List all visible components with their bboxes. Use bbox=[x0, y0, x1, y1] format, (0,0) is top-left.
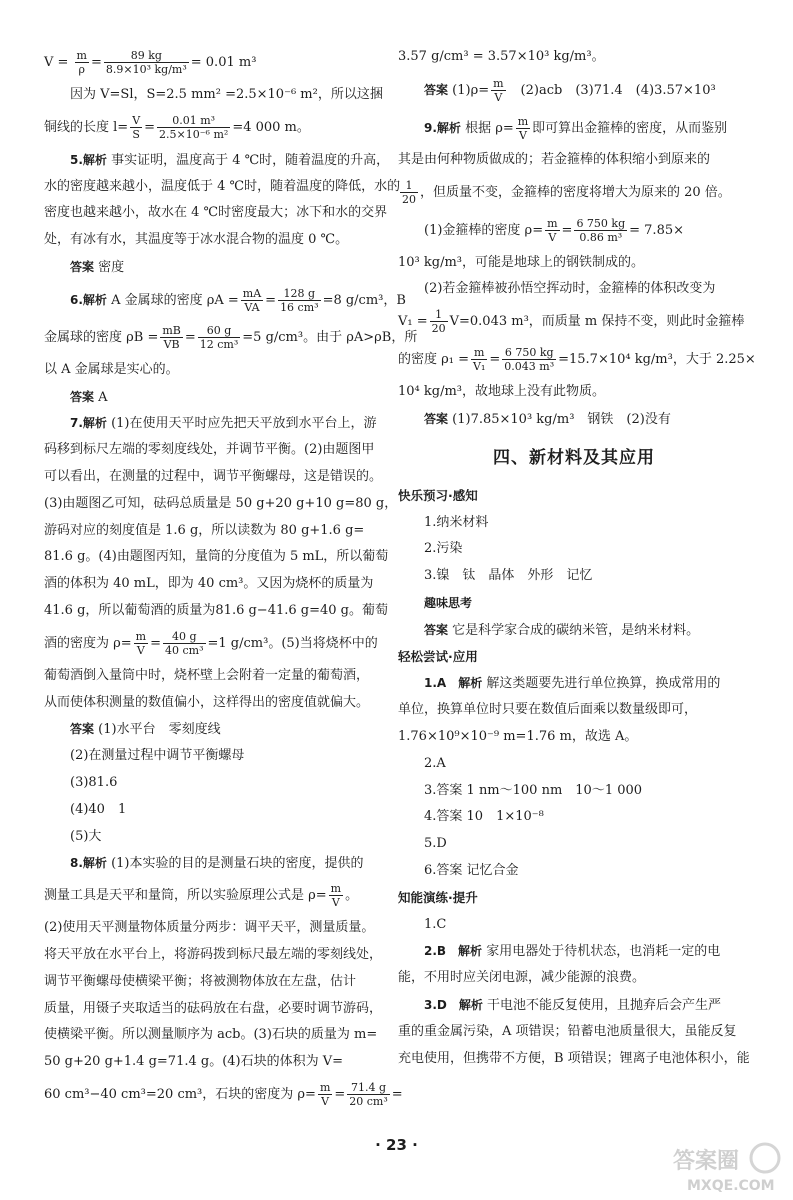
list-item: 1.C bbox=[424, 916, 447, 932]
text-line: 质量，用镊子夹取适当的砝码放在右盘，必要时调节游码， bbox=[44, 1000, 383, 1016]
text-line: 游码对应的刻度值是 1.6 g，所以读数为 80 g+1.6 g= bbox=[44, 522, 365, 538]
list-item: 2.A bbox=[424, 755, 446, 771]
answer-line: (5)大 bbox=[70, 828, 102, 844]
text-line: 1.76×10⁹×10⁻⁹ m=1.76 m，故选 A。 bbox=[398, 728, 638, 744]
formula-line: 金属球的密度 ρB = $\frac{mB}{VB}$ = $\frac{60 g}{\text{12 cm³}}$ =5 g/cm³。由于 ρA>ρB，所 bbox=[44, 323, 418, 351]
watermark-url: MXQE.COM bbox=[687, 1178, 775, 1194]
formula-line: V = $\frac{m}{\rho}$ = $\frac{89 kg}{\text{8.9×10³ kg/m³}}$ = 0.01 m³ bbox=[44, 49, 257, 76]
text-line: 单位，换算单位时只要在数值后面乘以数量级即可， bbox=[398, 702, 698, 718]
text-line: 5.解析 事实证明，温度高于 4 ℃时，随着温度的升高， bbox=[70, 152, 390, 168]
formula-line: 9.解析 根据 ρ= $\frac{m}{V}$ 即可算出金箍棒的密度，从而鉴别 bbox=[424, 114, 728, 142]
formula-line: 的密度 ρ₁ = $\frac{m}{\text{V₁}}$ = $\frac{6 750 kg}{\text{0.043 m³}}$ =15.7×10⁴ kg/m³，大于 2.25× bbox=[398, 346, 756, 374]
list-item: 1.A 解析 解这类题要先进行单位换算，换成常用的 bbox=[424, 676, 721, 692]
answer-line: 答案 它是科学家合成的碳纳米管，是纳米材料。 bbox=[424, 622, 700, 638]
answer-line: 答案 (1)ρ= $\frac{m}{V}$ (2)acb (3)71.4 (4)3.57×10³ bbox=[424, 76, 716, 104]
list-item: 3.镍 钛 晶体 外形 记忆 bbox=[424, 568, 593, 584]
text-line: 81.6 g。(4)由题图丙知，量筒的分度值为 5 mL，所以葡萄 bbox=[44, 549, 389, 565]
list-item: 4.答案 10 1×10⁻⁸ bbox=[424, 809, 544, 825]
text-line: 码移到标尺左端的零刻度线处，并调节平衡。(2)由题图甲 bbox=[44, 442, 375, 458]
answer-line: 答案 A bbox=[70, 389, 108, 405]
text-line: 其是由何种物质做成的；若金箍棒的体积缩小到原来的 bbox=[398, 151, 711, 167]
text-line: 能，不用时应关闭电源，减少能源的浪费。 bbox=[398, 970, 646, 986]
formula-line: 铜线的长度 l= $\frac{V}{S}$ = $\frac{\text{0.01 m³}}{\text{2.5×10⁻⁶ m²}}$ =4 000 m。 bbox=[44, 113, 310, 141]
formula-line: (1)金箍棒的密度 ρ= $\frac{m}{V}$ = $\frac{6 750 kg}{\text{0.86 m³}}$ = 7.85× bbox=[424, 216, 685, 244]
subsection-title: 轻松尝试·应用 bbox=[398, 648, 478, 664]
subsection-title: 知能演练·提升 bbox=[398, 889, 478, 905]
list-item: 1.纳米材料 bbox=[424, 514, 489, 530]
answer-line: (3)81.6 bbox=[70, 774, 118, 790]
answer-line: (2)在测量过程中调节平衡螺母 bbox=[70, 748, 245, 764]
text-line: 充电使用，但携带不方便，B 项错误；锂离子电池体积小，能 bbox=[398, 1050, 750, 1066]
text-line: 8.解析 (1)本实验的目的是测量石块的密度，提供的 bbox=[70, 856, 364, 872]
list-item: 2.污染 bbox=[424, 541, 463, 557]
text-line: 处，有冰有水，其温度等于冰水混合物的温度 0 ℃。 bbox=[44, 232, 349, 248]
section-title: 四、新材料及其应用 bbox=[493, 447, 655, 468]
formula-line: 60 cm³−40 cm³=20 cm³，石块的密度为 ρ= $\frac{m}{V}$ = $\frac{71.4 g}{\text{20 cm³}}$ = bbox=[44, 1080, 403, 1108]
text-line: 以 A 金属球是实心的。 bbox=[44, 361, 179, 377]
text-line: 密度也越来越小，故水在 4 ℃时密度最大；冰下和水的交界 bbox=[44, 205, 388, 221]
text-line: 41.6 g，所以葡萄酒的质量为81.6 g−41.6 g=40 g。葡萄 bbox=[44, 602, 388, 618]
text-line: 可以看出，在测量的过程中，调节平衡螺母，这是错误的。 bbox=[44, 468, 383, 484]
formula-line: 酒的密度为 ρ= $\frac{m}{V}$ = $\frac{40 g}{\text{40 cm³}}$ =1 g/cm³。(5)当将烧杯中的 bbox=[44, 629, 378, 657]
page-number: · 23 · bbox=[375, 1136, 418, 1154]
text-line: 因为 V=Sl，S=2.5 mm² =2.5×10⁻⁶ m²，所以这捆 bbox=[70, 87, 383, 102]
text-line: 10⁴ kg/m³，故地球上没有此物质。 bbox=[398, 384, 606, 400]
watermark-ring-icon bbox=[751, 1144, 779, 1172]
list-item: 6.答案 记忆合金 bbox=[424, 862, 519, 878]
answer-line: 答案 密度 bbox=[70, 259, 125, 275]
answer-line: 答案 (1)水平台 零刻度线 bbox=[70, 722, 221, 738]
text-line: (2)若金箍棒被孙悟空挥动时，金箍棒的体积改变为 bbox=[424, 281, 716, 297]
text-line: 调节平衡螺母使横梁平衡；将被测物体放在左盘，估计 bbox=[44, 973, 357, 989]
text-line: 使横梁平衡。所以测量顺序为 acb。(3)石块的质量为 m= bbox=[44, 1027, 378, 1043]
watermark-logo bbox=[669, 1140, 789, 1196]
list-item: 3.D 解析 干电池不能反复使用，且抛弃后会产生严 bbox=[424, 997, 722, 1013]
list-item: 2.B 解析 家用电器处于待机状态，也消耗一定的电 bbox=[424, 944, 721, 960]
answer-line: 答案 (1)7.85×10³ kg/m³ 钢铁 (2)没有 bbox=[424, 411, 671, 427]
text-line: 酒的体积为 40 mL，即为 40 cm³。又因为烧杯的质量为 bbox=[44, 576, 374, 592]
list-item: 5.D bbox=[424, 836, 447, 852]
text-line: (3)由题图乙可知，砝码总质量是 50 g+20 g+10 g=80 g， bbox=[44, 495, 398, 511]
text-line: 将天平放在水平台上，将游码拨到标尺最左端的零刻线处， bbox=[44, 946, 383, 962]
formula-line: V₁ = $\frac{1}{20}$ V=0.043 m³，而质量 m 保持不变，则此时金箍棒 bbox=[398, 308, 745, 336]
text-line: 重的重金属污染，A 项错误；铅蓄电池质量很大，虽能反复 bbox=[398, 1023, 737, 1039]
text-line: 葡萄酒倒入量筒中时，烧杯壁上会附着一定量的葡萄酒， bbox=[44, 667, 370, 683]
text-line: (2)使用天平测量物体质量分两步：调平天平，测量质量。 bbox=[44, 920, 375, 936]
text-line: 从而使体积测量的数值偏小，这样得出的密度值就偏大。 bbox=[44, 694, 370, 710]
text-line: 10³ kg/m³，可能是地球上的钢铁制成的。 bbox=[398, 254, 645, 270]
text-line: 7.解析 (1)在使用天平时应先把天平放到水平台上，游 bbox=[70, 416, 377, 432]
watermark-title: 答案圈 bbox=[673, 1149, 740, 1174]
think-heading: 趣味思考 bbox=[424, 595, 473, 610]
text-line: 50 g+20 g+1.4 g=71.4 g。(4)石块的体积为 V= bbox=[44, 1054, 344, 1070]
formula-line: 6.解析 A 金属球的密度 ρA = $\frac{mA}{VA}$ = $\frac{128 g}{\text{16 cm³}}$ =8 g/cm³，B bbox=[70, 286, 406, 314]
list-item: 3.答案 1 nm～100 nm 10～1 000 bbox=[424, 782, 643, 798]
answer-line: (4)40 1 bbox=[70, 801, 127, 817]
formula-line: $\frac{1}{20}$ ，但质量不变，金箍棒的密度将增大为原来的 20 倍。 bbox=[402, 178, 731, 206]
formula-line: 测量工具是天平和量筒，所以实验原理公式是 ρ= $\frac{m}{V}$ 。 bbox=[44, 882, 359, 910]
left-column bbox=[44, 44, 418, 1114]
right-column bbox=[398, 44, 756, 1072]
text-line: 水的密度越来越小，温度低于 4 ℃时，随着温度的降低，水的 bbox=[44, 178, 401, 194]
subsection-title: 快乐预习·感知 bbox=[398, 487, 478, 503]
text-line: 3.57 g/cm³ = 3.57×10³ kg/m³。 bbox=[398, 49, 605, 64]
